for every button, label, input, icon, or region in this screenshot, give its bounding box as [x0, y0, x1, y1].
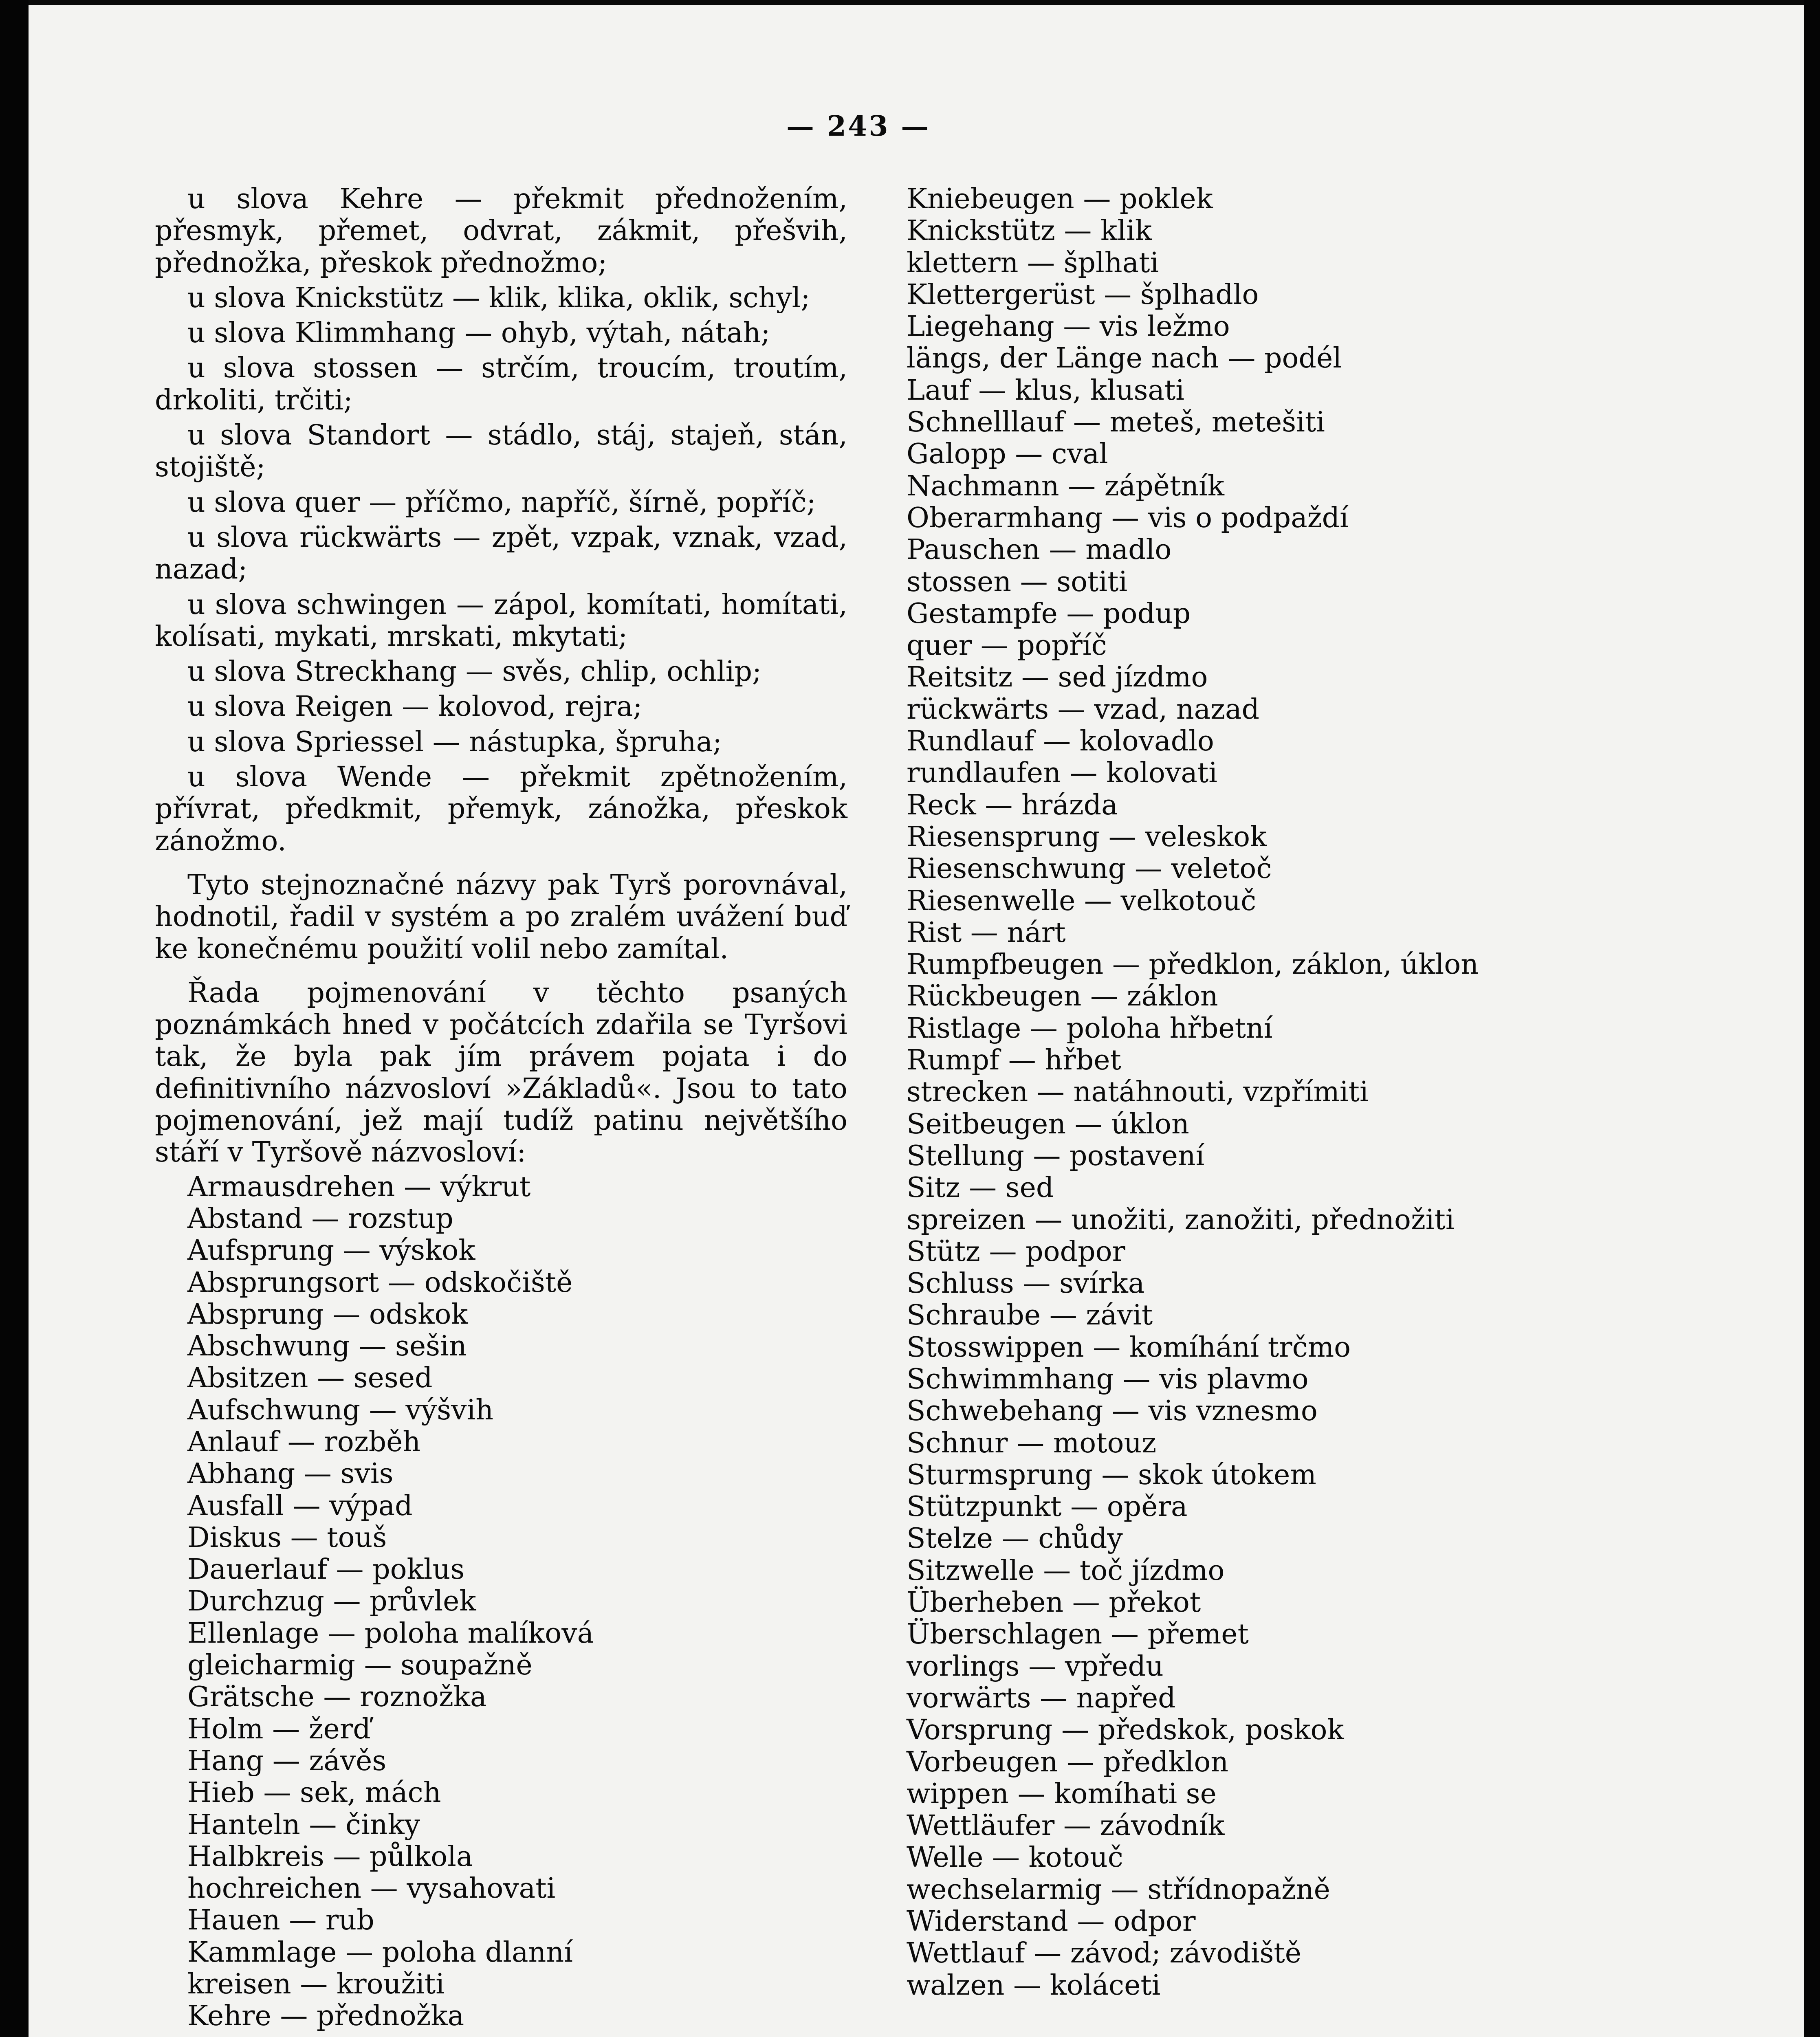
term-item: kreisen — kroužiti — [187, 1968, 445, 2001]
term-item: Aufschwung — výšvih — [187, 1394, 494, 1426]
variant-entry-schwingen: u slova schwingen — zápol, komítati, homítati, kolísati, mykati, mrskati, mkytati; — [155, 588, 847, 653]
term-item: gleicharmig — soupažně — [187, 1649, 533, 1682]
term-item: Anlauf — rozběh — [187, 1425, 421, 1458]
term-item: Ausfall — výpad — [187, 1489, 413, 1522]
term-item: Hang — závěs — [187, 1744, 387, 1777]
body-paragraph-2: Řada pojmenování v těchto psaných poznámkách hned v počátcích zdařila se Tyršovi tak, že byla pak jím právem pojata i do definitivního názvosloví »Základů«. Jsou to tato pojmenování, jež mají tudíž patinu největšího stáří v Tyršově názvosloví: — [155, 977, 847, 1169]
term-item: spreizen — unožiti, zanožiti, přednožiti — [907, 1203, 1455, 1236]
term-item: vorwärts — napřed — [907, 1682, 1176, 1714]
term-item: Reitsitz — sed jízdmo — [907, 661, 1208, 694]
term-item: Durchzug — průvlek — [187, 1585, 476, 1618]
term-item: Stützpunkt — opěra — [907, 1491, 1188, 1523]
variant-entry-wende: u slova Wende — překmit zpětnožením, přívrat, předkmit, přemyk, zánožka, přeskok zánožmo. — [155, 761, 847, 857]
term-item: Absprungsort — odskočiště — [187, 1266, 573, 1299]
term-item: Pauschen — madlo — [907, 534, 1172, 566]
term-item: wippen — komíhati se — [907, 1777, 1217, 1810]
term-item: Sitz — sed — [907, 1172, 1054, 1204]
term-item: Stelze — chůdy — [907, 1522, 1123, 1555]
term-item: Vorbeugen — předklon — [907, 1746, 1229, 1778]
term-item: Sturmsprung — skok útokem — [907, 1458, 1316, 1491]
term-item: Schluss — svírka — [907, 1267, 1145, 1300]
term-item: Seitbeugen — úklon — [907, 1108, 1189, 1140]
term-item: Sitzwelle — toč jízdmo — [907, 1554, 1225, 1587]
variant-entry-stossen: u slova stossen — strčím, troucím, troutím, drkoliti, trčiti; — [155, 352, 847, 416]
variant-entry-kehre: u slova Kehre — překmit přednožením, přesmyk, přemet, odvrat, zákmit, přešvih, přednožka, přeskok přednožmo; — [155, 183, 847, 279]
term-item: klettern — šplhati — [907, 246, 1159, 279]
term-item: Riesenschwung — veletoč — [907, 853, 1272, 885]
body-paragraph-1: Tyto stejnoznačné názvy pak Tyrš porovnával, hodnotil, řadil v systém a po zralém uvážení buď ke konečnému použití volil nebo zamítal. — [155, 869, 847, 965]
term-item: strecken — natáhnouti, vzpřímiti — [907, 1076, 1369, 1109]
term-item: Oberarmhang — vis o podpaždí — [907, 502, 1349, 534]
term-item: Nachmann — zápětník — [907, 470, 1224, 502]
term-item: Kammlage — poloha dlanní — [187, 1936, 573, 1969]
term-item: vorlings — vpředu — [907, 1650, 1164, 1683]
term-item: Gestampfe — podup — [907, 597, 1191, 630]
term-item: Klettergerüst — šplhadlo — [907, 278, 1259, 311]
left-column — [155, 183, 847, 2033]
term-item: Grätsche — roznožka — [187, 1681, 487, 1714]
variant-entry-streckhang: u slova Streckhang — svěs, chlip, ochlip; — [187, 656, 761, 688]
term-item: Kehre — přednožka — [187, 2000, 464, 2033]
term-item: Absitzen — sesed — [187, 1362, 433, 1395]
term-item: Armausdrehen — výkrut — [187, 1170, 531, 1203]
term-item: Schraube — závit — [907, 1299, 1153, 1332]
term-item: quer — popříč — [907, 629, 1107, 662]
term-item: Absprung — odskok — [187, 1298, 468, 1331]
term-item: Ristlage — poloha hřbetní — [907, 1012, 1273, 1045]
term-item: Schwimmhang — vis plavmo — [907, 1363, 1309, 1395]
term-item: Liegehang — vis ležmo — [907, 310, 1230, 343]
term-item: walzen — koláceti — [907, 1969, 1161, 2002]
variant-entry-reigen: u slova Reigen — kolovod, rejra; — [187, 691, 643, 723]
term-item: Abhang — svis — [187, 1458, 394, 1490]
term-item: Vorsprung — předskok, poskok — [907, 1714, 1344, 1747]
term-item: Schnelllauf — meteš, metešiti — [907, 406, 1325, 439]
term-item: Widerstand — odpor — [907, 1905, 1196, 1938]
term-item: Kniebeugen — poklek — [907, 183, 1213, 215]
term-item: Wettlauf — závod; závodiště — [907, 1937, 1301, 1970]
variant-entry-klimmhang: u slova Klimmhang — ohyb, výtah, nátah; — [187, 317, 770, 350]
term-item: Überheben — překot — [907, 1586, 1201, 1619]
variant-entry-ruckwarts: u slova rückwärts — zpět, vzpak, vznak, vzad, nazad; — [155, 521, 847, 586]
term-item: Rist — nárt — [907, 916, 1066, 949]
term-item: hochreichen — vysahovati — [187, 1872, 556, 1905]
term-item: Hieb — sek, mách — [187, 1777, 441, 1809]
term-item: Abstand — rozstup — [187, 1202, 453, 1235]
term-item: Abschwung — sešin — [187, 1330, 467, 1363]
term-item: Rumpfbeugen — předklon, záklon, úklon — [907, 948, 1479, 981]
term-item: längs, der Länge nach — podél — [907, 342, 1342, 375]
term-item: Lauf — klus, klusati — [907, 374, 1185, 407]
term-item: Riesenwelle — velkotouč — [907, 884, 1257, 917]
term-item: Reck — hrázda — [907, 789, 1118, 821]
scan-border-top — [0, 0, 1820, 5]
term-item: Stellung — postavení — [907, 1139, 1205, 1172]
right-term-list — [907, 183, 1485, 2002]
term-item: Diskus — touš — [187, 1521, 387, 1554]
term-item: Hanteln — činky — [187, 1808, 420, 1841]
term-item: Stütz — podpor — [907, 1235, 1126, 1268]
term-item: Schnur — motouz — [907, 1427, 1157, 1459]
term-item: Rückbeugen — záklon — [907, 980, 1218, 1013]
variant-entry-knickstutz: u slova Knickstütz — klik, klika, oklik, schyl; — [187, 282, 810, 314]
variant-entry-standort: u slova Standort — stádlo, stáj, stajeň, stán, stojiště; — [155, 419, 847, 484]
scan-border-left — [0, 0, 29, 2037]
term-item: Schwebehang — vis vznesmo — [907, 1395, 1318, 1428]
term-item: Welle — kotouč — [907, 1841, 1123, 1874]
scan-border-right — [1804, 0, 1820, 2037]
left-term-list — [155, 1171, 847, 2033]
term-item: stossen — sotiti — [907, 565, 1128, 598]
term-item: Wettläufer — závodník — [907, 1810, 1225, 1842]
term-item: Stosswippen — komíhání trčmo — [907, 1331, 1351, 1364]
term-item: Hauen — rub — [187, 1904, 374, 1937]
term-item: Überschlagen — přemet — [907, 1618, 1249, 1651]
term-item: Knickstütz — klik — [907, 215, 1152, 247]
term-item: Aufsprung — výskok — [187, 1234, 475, 1267]
term-item: Holm — žerď — [187, 1713, 371, 1745]
page-number: — 243 — — [786, 110, 931, 143]
term-item: Riesensprung — veleskok — [907, 821, 1267, 853]
term-item: Dauerlauf — poklus — [187, 1553, 465, 1586]
term-item: Ellenlage — poloha malíková — [187, 1617, 594, 1650]
variant-entry-quer: u slova quer — příčmo, napříč, šírně, popříč; — [187, 486, 816, 519]
term-item: Galopp — cval — [907, 438, 1108, 471]
term-item: wechselarmig — střídnopažně — [907, 1873, 1330, 1906]
term-item: rückwärts — vzad, nazad — [907, 693, 1260, 726]
term-item: Rundlauf — kolovadlo — [907, 725, 1214, 758]
term-item: Halbkreis — půlkola — [187, 1840, 473, 1873]
term-item: Rumpf — hřbet — [907, 1044, 1121, 1077]
variant-entry-spriessel: u slova Spriessel — nástupka, špruha; — [187, 726, 722, 758]
right-column — [907, 183, 1485, 2002]
term-item: rundlaufen — kolovati — [907, 757, 1218, 790]
word-variants-list — [155, 183, 847, 857]
